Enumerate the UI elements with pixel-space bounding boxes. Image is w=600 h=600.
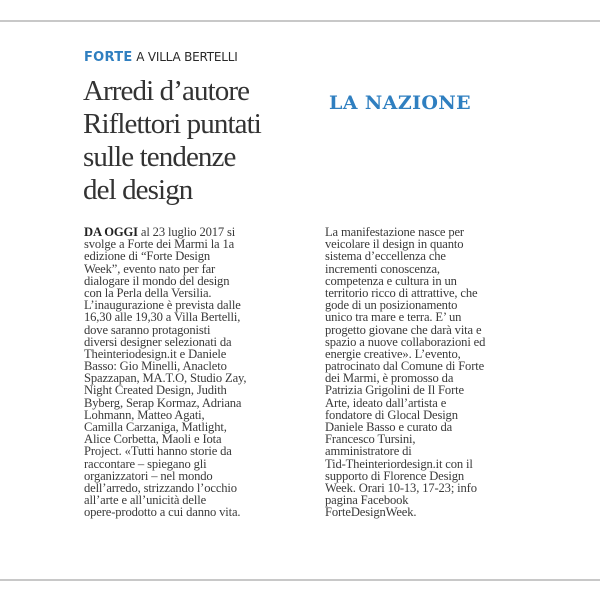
body-line: incrementi conoscenza, — [325, 261, 440, 276]
body-line: svolge a Forte dei Marmi la 1a — [84, 237, 235, 252]
article-body-right-column — [325, 226, 550, 519]
body-line: dialogare il mondo del design — [84, 273, 230, 288]
body-line: veicolare il design in quanto — [325, 237, 464, 252]
body-line: Daniele Basso e curato da — [325, 420, 453, 434]
body-text: al 23 luglio 2017 si — [137, 225, 236, 239]
body-line: raccontare – spiegano gli — [84, 456, 207, 471]
body-line: energie creative». L’evento, — [325, 346, 461, 361]
body-line: supporto di Florence Design — [325, 468, 465, 483]
kicker-venue: A VILLA BERTELLI — [132, 50, 238, 64]
top-divider — [0, 20, 600, 22]
headline-line: Arredi d’autore — [83, 75, 250, 107]
body-line: Alice Corbetta, Maoli e Iota — [84, 432, 222, 447]
headline-line: sulle tendenze — [83, 141, 236, 173]
body-line: pagina Facebook — [325, 493, 409, 508]
headline-line: Riflettori puntati — [83, 108, 261, 140]
body-line: patrocinato dal Comune di Forte — [325, 359, 485, 374]
body-line: 16,30 alle 19,30 a Villa Bertelli, — [84, 310, 241, 325]
article-headline — [83, 75, 323, 207]
body-line: progetto giovane che darà vita e — [325, 322, 482, 337]
lead-in: DA OGGI — [84, 225, 138, 239]
body-line: diversi designer selezionati da — [84, 334, 232, 349]
body-line: Week. Orari 10-13, 17-23; info — [325, 480, 477, 495]
body-line: all’arte e all’unicità delle — [84, 493, 207, 508]
body-line: Week”, evento nato per far — [84, 261, 216, 276]
article-body-left-column — [84, 226, 304, 519]
body-line: dei Marmi, è promosso da — [325, 371, 454, 386]
body-line: opere-prodotto a cui danno vita. — [84, 505, 241, 520]
kicker-location: FORTE — [84, 50, 133, 65]
body-line: edizione di “Forte Design — [84, 249, 211, 264]
body-line: L’inaugurazione è prevista dalle — [84, 298, 241, 313]
body-line: dove saranno protagonisti — [84, 322, 211, 337]
body-line: fondatore di Glocal Design — [325, 407, 458, 422]
body-line: La manifestazione nasce per — [325, 225, 464, 239]
body-line: Night Created Design, Judith — [84, 383, 227, 398]
body-line: organizzatori – nel mondo — [84, 468, 213, 483]
body-line: spazio a nuove collaborazioni ed — [325, 334, 486, 349]
body-line: Camilla Carzaniga, Matlight, — [84, 420, 227, 434]
body-line: Francesco Tursini, — [325, 432, 416, 447]
body-line: ForteDesignWeek. — [325, 505, 417, 520]
body-line: Spazzapan, MA.T.O, Studio Zay, — [84, 371, 247, 386]
bottom-divider — [0, 579, 600, 581]
body-line: competenza e cultura in un — [325, 273, 457, 288]
body-line: territorio ricco di attrattive, che — [325, 285, 478, 300]
body-line: con la Perla della Versilia. — [84, 285, 212, 300]
body-line: sistema d’eccellenza che — [325, 249, 446, 264]
article-kicker — [84, 50, 238, 65]
body-line: Basso: Gio Minelli, Anacleto — [84, 359, 227, 374]
body-line: Lohmann, Matteo Agati, — [84, 407, 205, 422]
body-line: Byberg, Serap Kormaz, Adriana — [84, 395, 242, 410]
body-line: gode di un posizionamento — [325, 298, 458, 313]
body-line: Arte, ideato dall’artista e — [325, 395, 447, 410]
body-line: dell’arredo, strizzando l’occhio — [84, 480, 237, 495]
body-line: amministratore di — [325, 444, 412, 459]
headline-line: del design — [83, 174, 193, 206]
body-line: Patrizia Grigolini de Il Forte — [325, 383, 464, 398]
body-line: Theinteriodesign.it e Daniele — [84, 346, 227, 361]
publication-logo: LA NAZIONE — [329, 92, 471, 114]
body-line: Project. «Tutti hanno storie da — [84, 444, 232, 459]
body-line: unico tra mare e terra. E’ un — [325, 310, 462, 325]
body-line: Tid-Theinteriordesign.it con il — [325, 456, 473, 471]
